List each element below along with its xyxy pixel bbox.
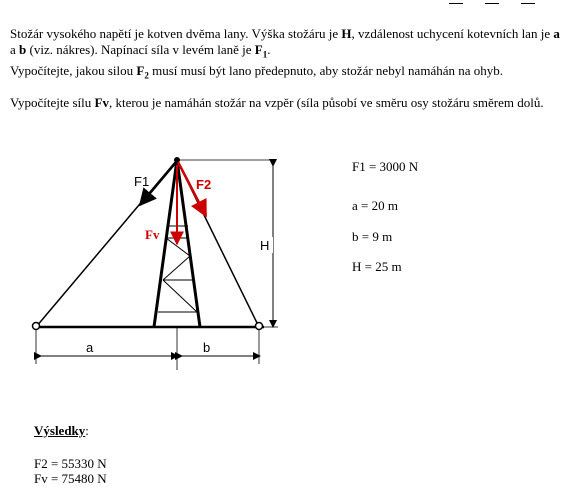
result-f2: F2 = 55330 N (34, 456, 107, 471)
label-b: b (203, 340, 211, 355)
left-anchor (33, 323, 40, 330)
problem-statement-2: Vypočítejte, jakou silou $F_2$ musí musí být lano předepnuto, aby stožár nebyl namáhán na ohyb. (10, 63, 504, 81)
given-a: a = 20 m (352, 198, 398, 213)
label-f2: F2 (196, 177, 212, 192)
right-anchor (256, 323, 263, 330)
label-fv: Fv (145, 227, 160, 242)
problem-statement-3: Vypočítejte sílu Fv, kterou je namáhán stožár na vzpěr (síla působí ve směru osy stožáru směrem dolů. (10, 95, 544, 110)
given-b: b = 9 m (352, 229, 393, 244)
given-f1: F1 = 3000 N (352, 159, 419, 174)
top-edge-mark (449, 0, 539, 6)
label-f1: F1 (134, 174, 150, 189)
problem-statement-1: Stožár vysokého napětí je kotven dvěma lany. Výška stožáru je H, vzdálenost uchycení kotevních lan je a a b (viz. nákres). Napínací síla v levém laně je $F_1$. (10, 26, 560, 60)
given-h: H = 25 m (352, 259, 402, 274)
result-fv: Fv = 75480 N (34, 471, 107, 486)
label-a: a (86, 340, 94, 355)
results-heading: Výsledky: (34, 423, 89, 438)
mast-diagram (0, 145, 571, 385)
label-h: H (260, 238, 270, 253)
